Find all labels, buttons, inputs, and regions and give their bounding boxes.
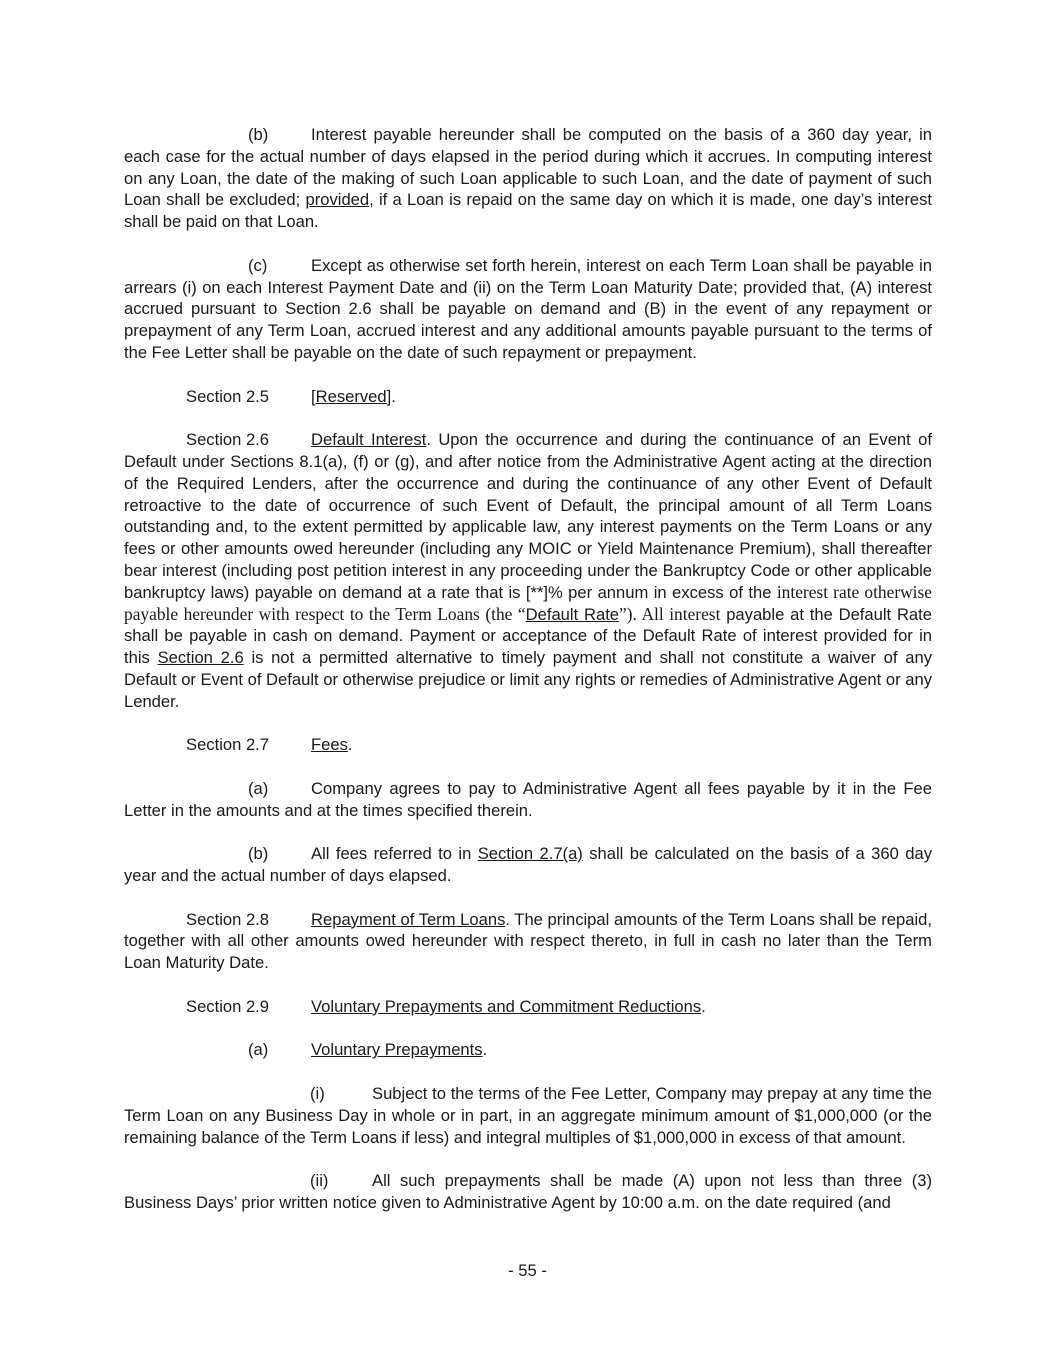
paragraph-text-serif: interest rate otherwise payable hereunder with respect to the Term Loans (the “	[124, 581, 932, 624]
paragraph-text: is not a permitted alternative to timely payment and shall not constitute a waiver of any Default or Event of Default or otherwise prejudice or limit any rights or remedies of Administrative Agent or any Lender.	[124, 648, 932, 711]
paragraph-text: payable at the Default Rate shall be payable in cash on demand. Payment or acceptance of the Default Rate of interest provided for in this	[124, 604, 932, 668]
provided-term: provided	[305, 190, 370, 210]
section-number: Section 2.5	[186, 386, 270, 406]
paragraph-text: All such prepayments shall be made (A) upon not less than three (3) Business Days’ prior written notice given to Administrative Agent by 10:00 a.m. on the date required (and	[124, 1171, 932, 1213]
clause-punct: .	[482, 1040, 488, 1060]
page-number: - 55 -	[508, 1261, 547, 1280]
paragraph-2-9-a-i	[124, 1083, 932, 1148]
paragraph-text: All fees referred to in	[311, 844, 478, 864]
section-title: Repayment of Term Loans	[311, 909, 506, 929]
clause-label: (b)	[248, 844, 269, 864]
clause-label: (a)	[248, 778, 269, 798]
clause-label: (ii)	[310, 1171, 329, 1191]
clause-label: (c)	[248, 255, 268, 275]
section-number: Section 2.7	[186, 735, 270, 755]
clause-title: Voluntary Prepayments	[311, 1040, 483, 1060]
clause-label: (b)	[248, 125, 269, 144]
document-page	[124, 124, 932, 1236]
section-2-9	[124, 996, 932, 1018]
paragraph-2-4-b	[124, 124, 932, 233]
paragraph-2-9-a-ii	[124, 1170, 932, 1214]
paragraph-text: Except as otherwise set forth herein, interest on each Term Loan shall be payable in arrears (i) on each Interest Payment Date and (ii) on the Term Loan Maturity Date; provided that, (A) interest accrued pursuant to Section 2.6 shall be payable on demand and (B) in the event of any repayment or prepayment of any Term Loan, accrued interest and any additional amounts payable pursuant to the terms of the Fee Letter shall be payable on the date of such repayment or prepayment.	[124, 255, 932, 362]
paragraph-text: . The principal amounts of the Term Loans shall be repaid, together with all other amounts owed hereunder with respect thereto, in full in cash no later than the Term Loan Maturity Date.	[124, 909, 933, 973]
section-title: [Reserved]	[311, 386, 392, 406]
paragraph-2-7-b	[124, 843, 932, 887]
section-title: Default Interest	[311, 430, 427, 450]
paragraph-text: Company agrees to pay to Administrative Agent all fees payable by it in the Fee Letter in the amounts and at the times specified therein.	[124, 778, 932, 820]
paragraph-text: Interest payable hereunder shall be computed on the basis of a 360 day year, in each case for the actual number of days elapsed in the period during which it accrues. In computing interest on any Loan, the date of the making of such Loan applicable to such Loan, and the date of payment of such Loan shall be excluded;	[124, 125, 932, 210]
section-2-7	[124, 734, 932, 756]
section-2-6	[124, 429, 932, 712]
section-2-8	[124, 909, 932, 974]
paragraph-2-4-c	[124, 255, 932, 364]
section-title: Fees	[311, 735, 348, 755]
paragraph-2-7-a	[124, 778, 932, 822]
section-2-5	[124, 386, 932, 408]
section-number: Section 2.6	[186, 430, 270, 450]
section-number: Section 2.8	[186, 909, 270, 929]
paragraph-2-9-a	[124, 1039, 932, 1061]
section-number: Section 2.9	[186, 996, 270, 1016]
defined-term-default-rate: Default Rate	[525, 604, 620, 624]
section-punct: .	[347, 735, 353, 755]
section-reference: Section 2.6	[157, 648, 244, 668]
section-reference: Section 2.7(a)	[477, 844, 583, 864]
section-punct: .	[391, 386, 396, 406]
paragraph-text-serif: ”). All interest	[619, 603, 721, 624]
paragraph-text: shall be calculated on the basis of a 360 day year and the actual number of days elapsed.	[124, 844, 932, 886]
paragraph-text: Subject to the terms of the Fee Letter, Company may prepay at any time the Term Loan on any Business Day in whole or in part, in an aggregate minimum amount of $1,000,000 (or the remaining balance of the Term Loans if less) and integral multiples of $1,000,000 in excess of that amount.	[124, 1084, 932, 1147]
clause-label: (a)	[248, 1040, 269, 1060]
clause-label: (i)	[310, 1084, 325, 1104]
paragraph-text: . Upon the occurrence and during the continuance of an Event of Default under Sections 8.1(a), (f) or (g), and after notice from the Administrative Agent acting at the direction of the Required Lenders, after the occurrence and during the continuance of any other Event of Default retroactive to the date of occurrence of such Event of Default, the principal amount of all Term Loans outstanding and, to the extent permitted by applicable law, any interest payments on the Term Loans or any fees or other amounts owed hereunder (including any MOIC or Yield Maintenance Premium), shall thereafter bear interest (including post petition interest in any proceeding under the Bankruptcy Code or other applicable bankruptcy laws) payable on demand at a rate that is [**]% per annum in excess of the	[124, 430, 932, 602]
section-title: Voluntary Prepayments and Commitment Reductions	[311, 996, 702, 1016]
section-punct: .	[701, 996, 706, 1016]
paragraph-text: , if a Loan is repaid on the same day on which it is made, one day’s interest shall be paid on that Loan.	[124, 190, 932, 232]
